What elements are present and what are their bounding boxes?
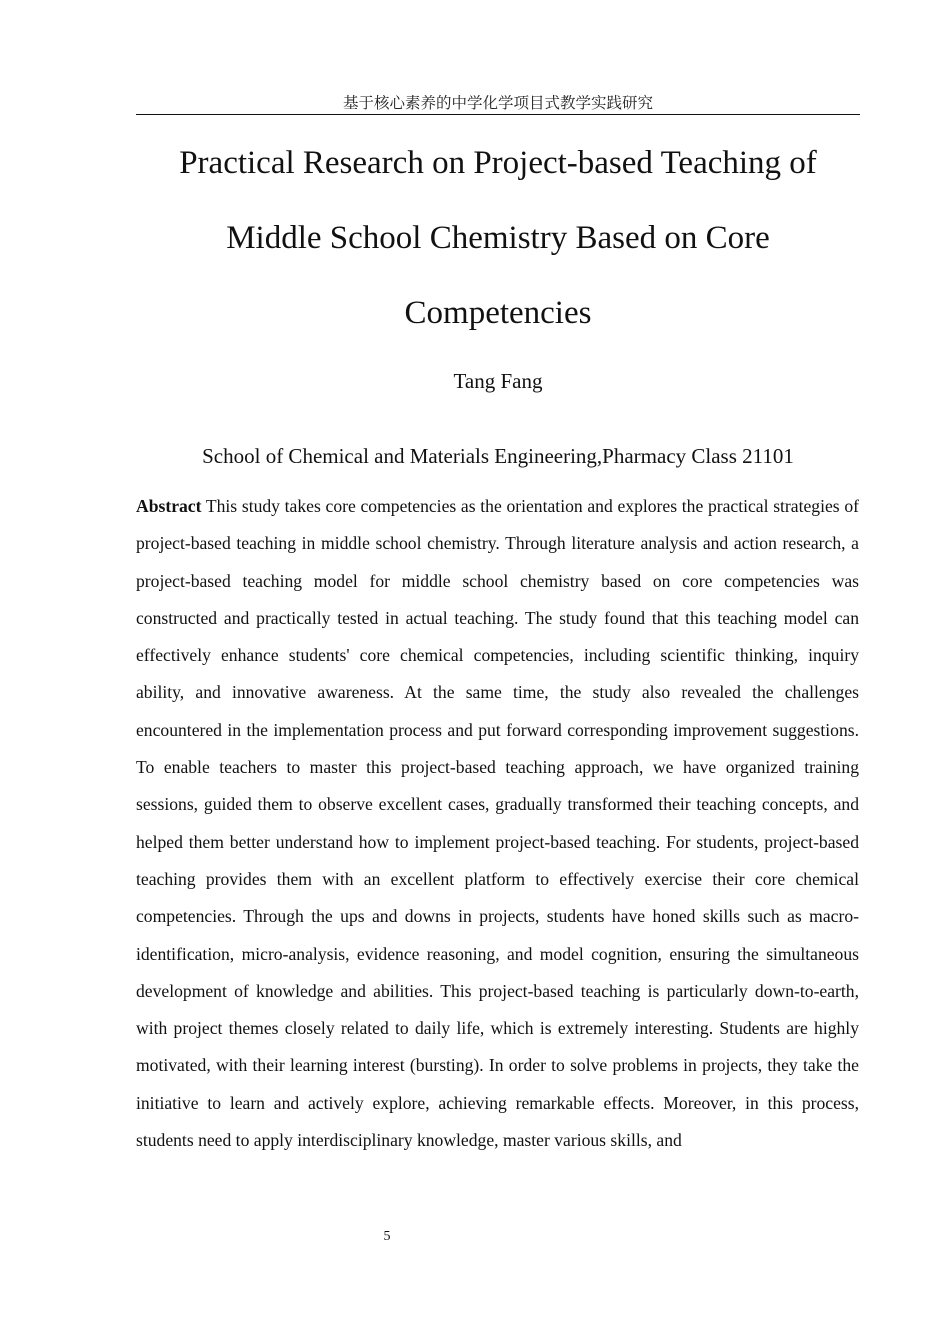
author-name: Tang Fang (453, 369, 543, 393)
abstract-label: Abstract (136, 496, 202, 516)
running-header: 基于核心素养的中学化学项目式教学实践研究 (136, 92, 860, 115)
abstract-paragraph (136, 488, 859, 1159)
abstract-text: This study takes core competencies as the orientation and explores the practical strategies of project-based teaching in middle school chemistry. Through literature analysis and action research, a project-based teaching model for middle school chemistry based on core competencies was constructed and practically tested in actual teaching. The study found that this teaching model can effectively enhance students' core chemical competencies, including scientific thinking, inquiry ability, and innovative awareness. At the same time, the study also revealed the challenges encountered in the implementation process and put forward corresponding improvement suggestions. To enable teachers to master this project-based teaching approach, we have organized training sessions, guided them to observe excellent cases, gradually transformed their teaching concepts, and helped them better understand how to implement project-based teaching. For students, project-based teaching provides them with an excellent platform to effectively exercise their core chemical competencies. Through the ups and downs in projects, students have honed skills such as macro-identification, micro-analysis, evidence reasoning, and model cognition, ensuring the simultaneous development of knowledge and abilities. This project-based teaching is particularly down-to-earth, with project themes closely related to daily life, which is extremely interesting. Students are highly motivated, with their learning interest (bursting). In order to solve problems in projects, they take the initiative to learn and actively explore, achieving remarkable effects. Moreover, in this process, students need to apply interdisciplinary knowledge, master various skills, and (136, 496, 859, 1151)
page-number: 5 (383, 1229, 391, 1244)
paper-title: Practical Research on Project-based Teaching of Middle School Chemistry Based on Core Competencies (179, 145, 817, 331)
author-affiliation: School of Chemical and Materials Engineering,Pharmacy Class 21101 (202, 444, 794, 468)
